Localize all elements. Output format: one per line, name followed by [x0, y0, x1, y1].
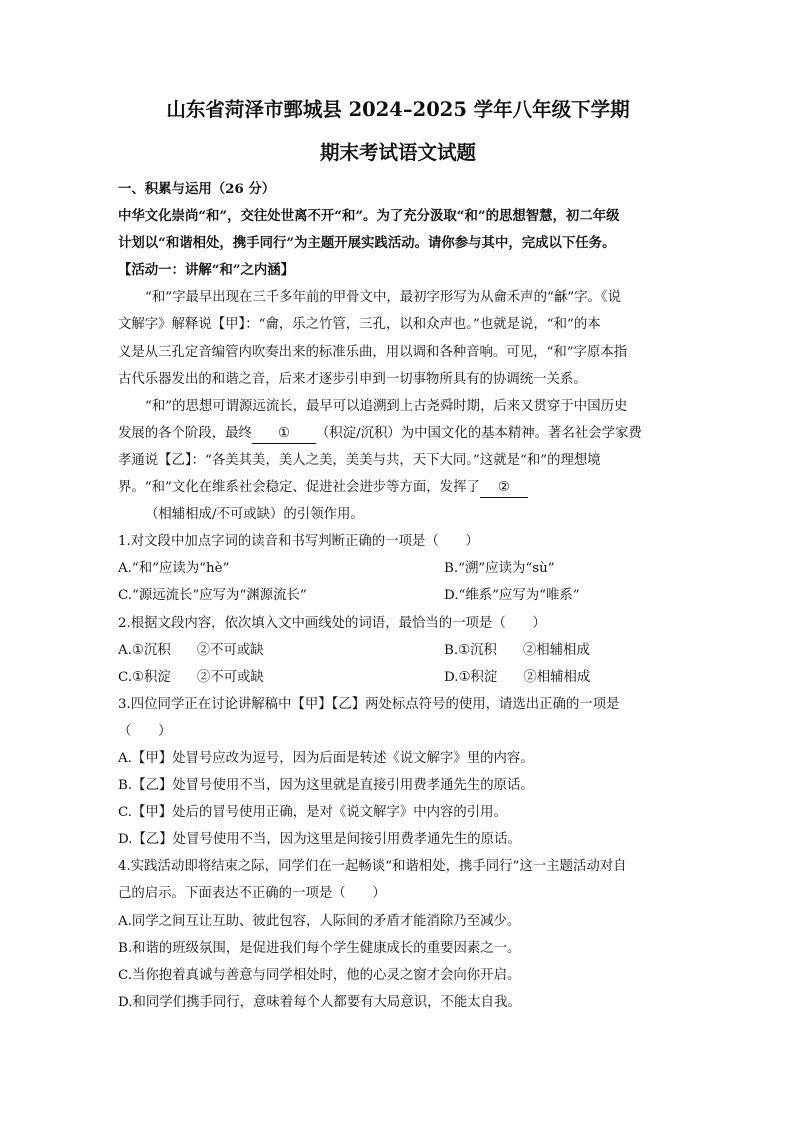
passage-p2-line-3: 孝通说【乙】：“各美其美，美人之美，美美与共，天下大同。”这就是“和”的理想境: [118, 452, 601, 468]
fill-blank-1[interactable]: ①: [252, 425, 316, 444]
exam-title-line-1: 山东省菏泽市鄄城县 2024–2025 学年八年级下学期: [166, 98, 630, 121]
question-2-stem: 2.根据文段内容，依次填入文中画线处的词语，最恰当的一项是（ ）: [118, 615, 546, 631]
section-heading: 一、积累与运用（26 分）: [118, 181, 276, 197]
q1-option-c[interactable]: C.“源远流长”应写为“渊源流长”: [118, 588, 307, 604]
q2-option-c-part-1: C.①积淀: [118, 669, 171, 685]
passage-text: （积淀/沉积）为中国文化的基本精神。著名社会学家费: [315, 425, 642, 441]
q1-option-a[interactable]: A.“和”应读为“hè”: [118, 561, 230, 577]
q1-option-b[interactable]: B.“溯”应读为“sù”: [444, 561, 555, 577]
q2-option-d[interactable]: [444, 664, 590, 691]
q4-option-b[interactable]: B.和谐的班级氛围，是促进我们每个学生健康成长的重要因素之一。: [118, 940, 521, 956]
q2-option-b[interactable]: [444, 637, 590, 664]
q2-option-a[interactable]: [118, 637, 444, 664]
q4-option-c[interactable]: C.当你抱着真诚与善意与同学相处时，他的心灵之窗才会向你开启。: [118, 967, 521, 983]
passage-p1-line-3: 义是从三孔定音编管内吹奏出来的标准乐曲，用以调和各种音响。可见，“和”字原本指: [118, 344, 628, 360]
q3-option-b[interactable]: B.【乙】处冒号使用不当，因为这里就是直接引用费孝通先生的原话。: [118, 778, 534, 794]
exam-title-line-2: 期末考试语文试题: [319, 141, 476, 164]
q2-option-b-part-2: ②相辅相成: [522, 642, 590, 658]
question-2-options-row-2: [118, 664, 678, 691]
q2-option-a-part-2: ②不可或缺: [196, 642, 264, 658]
q2-option-c-part-2: ②不可或缺: [196, 669, 264, 685]
q2-option-c[interactable]: [118, 664, 444, 691]
question-1-stem: 1.对文段中加点字词的读音和书写判断正确的一项是（ ）: [118, 534, 479, 550]
q4-option-a[interactable]: A.同学之间互让互助、彼此包容，人际间的矛盾才能消除乃至减少。: [118, 913, 521, 929]
question-3-answer-paren: （ ）: [118, 723, 172, 739]
q3-option-d[interactable]: D.【乙】处冒号使用不当，因为这里是间接引用费孝通先生的原话。: [118, 832, 521, 848]
question-3-stem: 3.四位同学正在讨论讲解稿中【甲】【乙】两处标点符号的使用，请选出正确的一项是: [118, 696, 620, 712]
q2-option-a-part-1: A.①沉积: [118, 642, 171, 658]
passage-text: 界。“和”文化在维系社会稳定、促进社会进步等方面，发挥了: [118, 480, 480, 496]
question-4-stem-line-1: 4.实践活动即将结束之际，同学们在一起畅谈“和谐相处，携手同行”这一主题活动对自: [118, 859, 627, 875]
q3-option-a[interactable]: A.【甲】处冒号应改为逗号，因为后面是转述《说文解字》里的内容。: [118, 750, 534, 766]
q2-option-b-part-1: B.①沉积: [444, 642, 497, 658]
passage-p2-line-4: [118, 474, 678, 501]
question-1-options-row-1: [118, 555, 678, 582]
passage-p1-line-4: 古代乐器发出的和谐之音，后来才逐步引申到一切事物所具有的协调统一关系。: [118, 371, 587, 387]
exam-body: [118, 176, 678, 1016]
question-4-stem-line-2: 己的启示。下面表达不正确的一项是（ ）: [118, 886, 386, 902]
passage-p2-line-2: [118, 420, 678, 447]
q2-option-d-part-2: ②相辅相成: [523, 669, 591, 685]
passage-p2-line-5: （相辅相成/不可或缺）的引领作用。: [145, 507, 364, 523]
passage-text: 发展的各个阶段，最终: [118, 425, 252, 441]
passage-p2-line-1: “和”的思想可谓源远流长，最早可以追溯到上古尧舜时期，后来又贯穿于中国历史: [145, 398, 628, 414]
intro-line-1: 中华文化崇尚“和”，交往处世离不开“和”。为了充分汲取“和”的思想智慧，初二年级: [118, 208, 620, 225]
intro-line-2: 计划以“和谐相处，携手同行”为主题开展实践活动。请你参与其中，完成以下任务。: [118, 235, 616, 252]
activity-heading: 【活动一：讲解“和”之内涵】: [118, 262, 295, 279]
q1-option-d[interactable]: D.“维系”应写为“唯系”: [444, 588, 580, 604]
fill-blank-2[interactable]: ②: [480, 479, 528, 498]
q3-option-c[interactable]: C.【甲】处后的冒号使用正确，是对《说文解字》中内容的引用。: [118, 805, 507, 821]
q2-option-d-part-1: D.①积淀: [444, 669, 498, 685]
q4-option-d[interactable]: D.和同学们携手同行，意味着每个人都要有大局意识，不能太自我。: [118, 994, 521, 1010]
passage-p1-line-1: “和”字最早出现在三千多年前的甲骨文中，最初字形写为从龠禾声的“龢”字。《说: [145, 290, 621, 306]
passage-p1-line-2: 文解字》解释说【甲】：“龠，乐之竹管，三孔，以和众声也。”也就是说，“和”的本: [118, 317, 601, 333]
question-2-options-row-1: [118, 637, 678, 664]
question-1-options-row-2: [118, 582, 678, 609]
